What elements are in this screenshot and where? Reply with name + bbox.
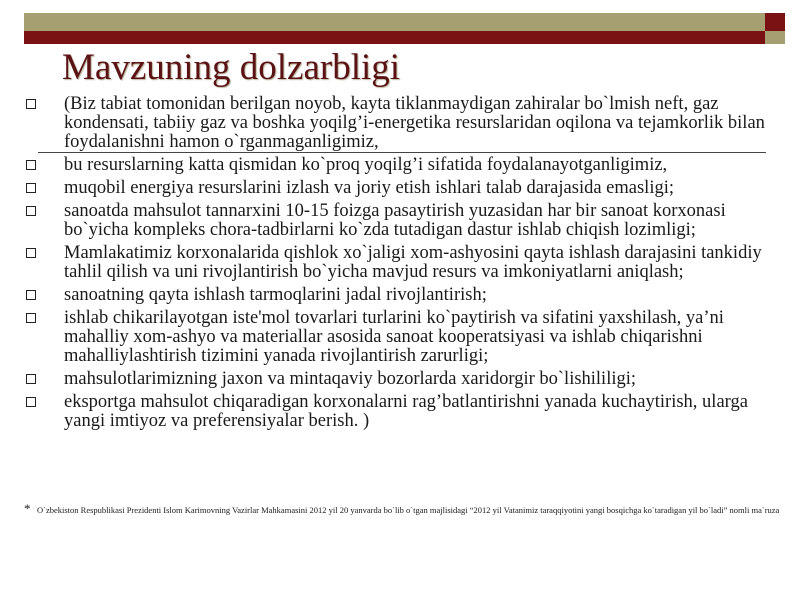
list-item <box>24 95 780 152</box>
list-item <box>24 244 780 282</box>
list-item <box>24 286 780 305</box>
footnote <box>24 501 782 516</box>
list-item <box>24 179 780 198</box>
square-bullet-icon <box>26 183 36 193</box>
square-bullet-icon <box>26 290 36 300</box>
list-item-text: ishlab chikarilayotgan iste'mol tovarlari turlarini ko`paytirish va sifatini yaxshilash, ya’ni mahalliy xom-ashyo va materiallar asosida sanoat kooperatsiyasi va ishlab chiqarishni mahalliylashtirish tizimini yanada rivojlantirish zarurligi; <box>64 308 724 366</box>
footnote-text: O`zbekiston Respublikasi Prezidenti Islom Karimovning Vazirlar Mahkamasini 2012 yil 20 yanvarda bo`lib o`tgan majlisidagi “2012 yil Vatanimiz taraqqiyotini yangi bosqichga ko`taradigan yil bo`ladi” nomli ma`ruza <box>37 505 780 515</box>
square-bullet-icon <box>26 99 36 109</box>
list-item-text: mahsulotlarimizning jaxon va mintaqaviy bozorlarda xaridorgir bo`lishililigi; <box>64 369 637 389</box>
bullet-list <box>24 95 780 435</box>
list-item-text: sanoatda mahsulot tannarxini 10-15 foizga pasaytirish yuzasidan har bir sanoat korxonasi bo`yicha kompleks chora-tadbirlarni ko`zda tutadigan dastur ishlab chiqish lozimligi; <box>64 201 726 240</box>
square-bullet-icon <box>26 374 36 384</box>
slide-title: Mavzuning dolzarbligi <box>62 47 401 88</box>
header-corner-red-square <box>765 13 785 31</box>
list-item <box>24 202 780 240</box>
list-item <box>24 370 780 389</box>
header-bar-red <box>24 31 765 44</box>
header-corner-olive-square <box>765 31 785 44</box>
list-item-text: muqobil energiya resurslarini izlash va joriy etish ishlari talab darajasida emasligi; <box>64 178 674 198</box>
square-bullet-icon <box>26 313 36 323</box>
list-item <box>24 393 780 431</box>
list-item-text: Mamlakatimiz korxonalarida qishlok xo`jaligi xom-ashyosini qayta ishlash darajasini tankidiy tahlil qilish va uni rivojlantirish bo`yicha mavjud resurs va imkoniyatlarni aniqlash; <box>64 243 762 282</box>
list-item-text: (Biz tabiat tomonidan berilgan noyob, kayta tiklanmaydigan zahiralar bo`lmish neft, gaz kondensati, tabiiy gaz va boshka yoqilg’i-energetika resurslaridan oqilona va tejamkorlik bilan foydalanishni hamon o`rganmaganligimiz, <box>64 94 765 152</box>
square-bullet-icon <box>26 160 36 170</box>
square-bullet-icon <box>26 397 36 407</box>
list-item-text: sanoatning qayta ishlash tarmoqlarini jadal rivojlantirish; <box>64 285 487 305</box>
list-item <box>24 156 780 175</box>
footnote-marker: * <box>24 501 31 516</box>
header-bar-olive <box>24 13 765 31</box>
square-bullet-icon <box>26 248 36 258</box>
list-item-text: bu resurslarning katta qismidan ko`proq yoqilg’i sifatida foydalanayotganligimiz, <box>64 155 668 175</box>
square-bullet-icon <box>26 206 36 216</box>
list-item-text: eksportga mahsulot chiqaradigan korxonalarni rag’batlantirishni yanada kuchaytirish, ularga yangi imtiyoz va preferensiyalar berish. ) <box>64 392 748 431</box>
list-item <box>24 309 780 366</box>
